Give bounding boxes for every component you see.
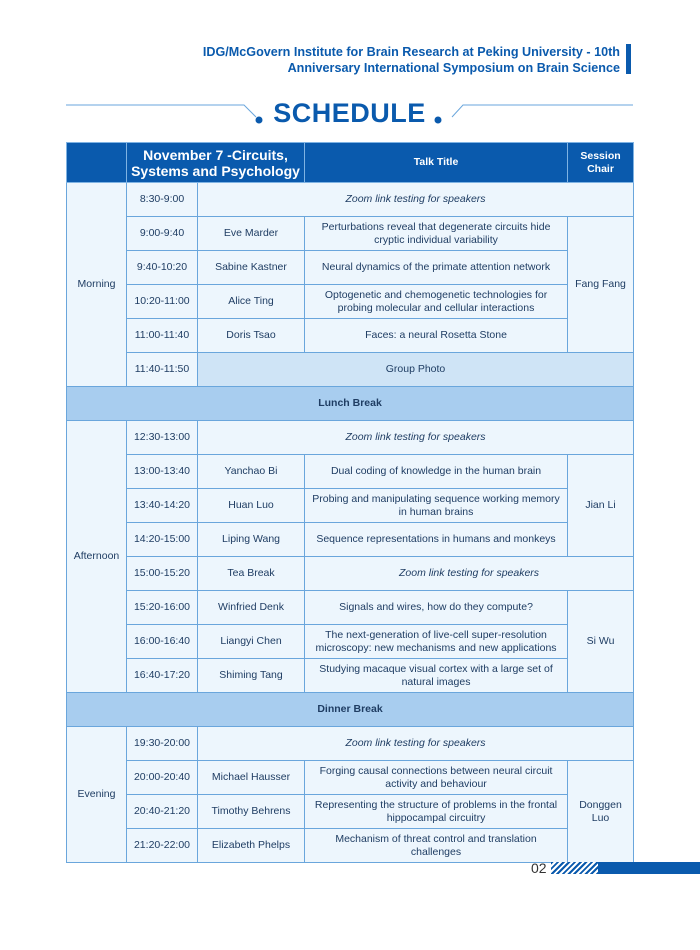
speaker-cell: Eve Marder xyxy=(198,217,305,251)
session-chair-cell: Fang Fang xyxy=(568,217,634,353)
talk-title-cell: Probing and manipulating sequence working memory in human brains xyxy=(305,489,568,523)
table-row xyxy=(67,353,634,387)
footer-stripes xyxy=(551,862,599,874)
talk-title-cell: Perturbations reveal that degenerate circuits hide cryptic individual variability xyxy=(305,217,568,251)
speaker-cell: Doris Tsao xyxy=(198,319,305,353)
break-label: Lunch Break xyxy=(67,387,634,421)
break-row xyxy=(67,387,634,421)
talk-title-cell: Forging causal connections between neural circuit activity and behaviour xyxy=(305,761,568,795)
time-cell: 13:40-14:20 xyxy=(127,489,198,523)
table-row xyxy=(67,183,634,217)
table-row xyxy=(67,659,634,693)
time-cell: 20:00-20:40 xyxy=(127,761,198,795)
time-cell: 9:00-9:40 xyxy=(127,217,198,251)
break-row xyxy=(67,693,634,727)
time-cell: 15:00-15:20 xyxy=(127,557,198,591)
table-row xyxy=(67,591,634,625)
page-title: SCHEDULE xyxy=(273,98,426,128)
table-row xyxy=(67,761,634,795)
time-cell: 20:40-21:20 xyxy=(127,795,198,829)
talk-title-cell: Studying macaque visual cortex with a large set of natural images xyxy=(305,659,568,693)
talk-title-cell: Dual coding of knowledge in the human brain xyxy=(305,455,568,489)
note-cell: Zoom link testing for speakers xyxy=(198,421,634,455)
time-cell: 9:40-10:20 xyxy=(127,251,198,285)
table-row xyxy=(67,523,634,557)
table-row xyxy=(67,625,634,659)
header-talk-title: Talk Title xyxy=(305,143,568,183)
table-row xyxy=(67,557,634,591)
time-cell: 15:20-16:00 xyxy=(127,591,198,625)
time-cell: 21:20-22:00 xyxy=(127,829,198,863)
talk-title-cell: Faces: a neural Rosetta Stone xyxy=(305,319,568,353)
session-label: Evening xyxy=(67,727,127,863)
header-line-1: IDG/McGovern Institute for Brain Research at Peking University - 10th xyxy=(202,45,620,59)
table-row xyxy=(67,285,634,319)
time-cell: 11:00-11:40 xyxy=(127,319,198,353)
table-row xyxy=(67,795,634,829)
footer-band xyxy=(598,862,700,874)
talk-title-cell: Neural dynamics of the primate attention network xyxy=(305,251,568,285)
speaker-cell: Alice Ting xyxy=(198,285,305,319)
speaker-cell: Sabine Kastner xyxy=(198,251,305,285)
talk-title-cell: Signals and wires, how do they compute? xyxy=(305,591,568,625)
table-row xyxy=(67,727,634,761)
table-row xyxy=(67,319,634,353)
time-cell: 8:30-9:00 xyxy=(127,183,198,217)
header-day: November 7 -Circuits, Systems and Psychology xyxy=(127,143,305,183)
symposium-header xyxy=(203,44,620,76)
page-number: 02 xyxy=(531,860,547,876)
session-label: Morning xyxy=(67,183,127,387)
speaker-cell: Shiming Tang xyxy=(198,659,305,693)
header-accent-bar xyxy=(626,44,631,74)
speaker-cell: Liangyi Chen xyxy=(198,625,305,659)
talk-title-cell: Optogenetic and chemogenetic technologies for probing molecular and cellular interactions xyxy=(305,285,568,319)
time-cell: 14:20-15:00 xyxy=(127,523,198,557)
table-header-row xyxy=(67,143,634,183)
note-cell: Zoom link testing for speakers xyxy=(198,727,634,761)
speaker-cell: Huan Luo xyxy=(198,489,305,523)
time-cell: 13:00-13:40 xyxy=(127,455,198,489)
schedule-title-banner xyxy=(66,96,633,136)
session-label: Afternoon xyxy=(67,421,127,693)
header-line-2: Anniversary International Symposium on Brain Science xyxy=(287,61,620,75)
table-row xyxy=(67,829,634,863)
table-row xyxy=(67,251,634,285)
header-session-chair: Session Chair xyxy=(568,143,634,183)
speaker-cell: Michael Hausser xyxy=(198,761,305,795)
table-row xyxy=(67,217,634,251)
session-chair-cell: Si Wu xyxy=(568,591,634,693)
talk-title-cell: Mechanism of threat control and translation challenges xyxy=(305,829,568,863)
talk-title-cell: Sequence representations in humans and monkeys xyxy=(305,523,568,557)
speaker-cell: Tea Break xyxy=(198,557,305,591)
speaker-cell: Timothy Behrens xyxy=(198,795,305,829)
time-cell: 19:30-20:00 xyxy=(127,727,198,761)
table-row xyxy=(67,455,634,489)
speaker-cell: Elizabeth Phelps xyxy=(198,829,305,863)
header-session xyxy=(67,143,127,183)
speaker-cell: Liping Wang xyxy=(198,523,305,557)
schedule-table xyxy=(66,142,634,863)
time-cell: 10:20-11:00 xyxy=(127,285,198,319)
note-cell: Zoom link testing for speakers xyxy=(305,557,634,591)
speaker-cell: Winfried Denk xyxy=(198,591,305,625)
talk-title-cell: Representing the structure of problems in the frontal hippocampal circuitry xyxy=(305,795,568,829)
session-chair-cell: Jian Li xyxy=(568,455,634,557)
time-cell: 16:40-17:20 xyxy=(127,659,198,693)
group-photo-cell: Group Photo xyxy=(198,353,634,387)
session-chair-cell: Donggen Luo xyxy=(568,761,634,863)
table-row xyxy=(67,421,634,455)
time-cell: 11:40-11:50 xyxy=(127,353,198,387)
speaker-cell: Yanchao Bi xyxy=(198,455,305,489)
talk-title-cell: The next-generation of live-cell super-resolution microscopy: new mechanisms and new applications xyxy=(305,625,568,659)
time-cell: 12:30-13:00 xyxy=(127,421,198,455)
break-label: Dinner Break xyxy=(67,693,634,727)
note-cell: Zoom link testing for speakers xyxy=(198,183,634,217)
time-cell: 16:00-16:40 xyxy=(127,625,198,659)
table-row xyxy=(67,489,634,523)
